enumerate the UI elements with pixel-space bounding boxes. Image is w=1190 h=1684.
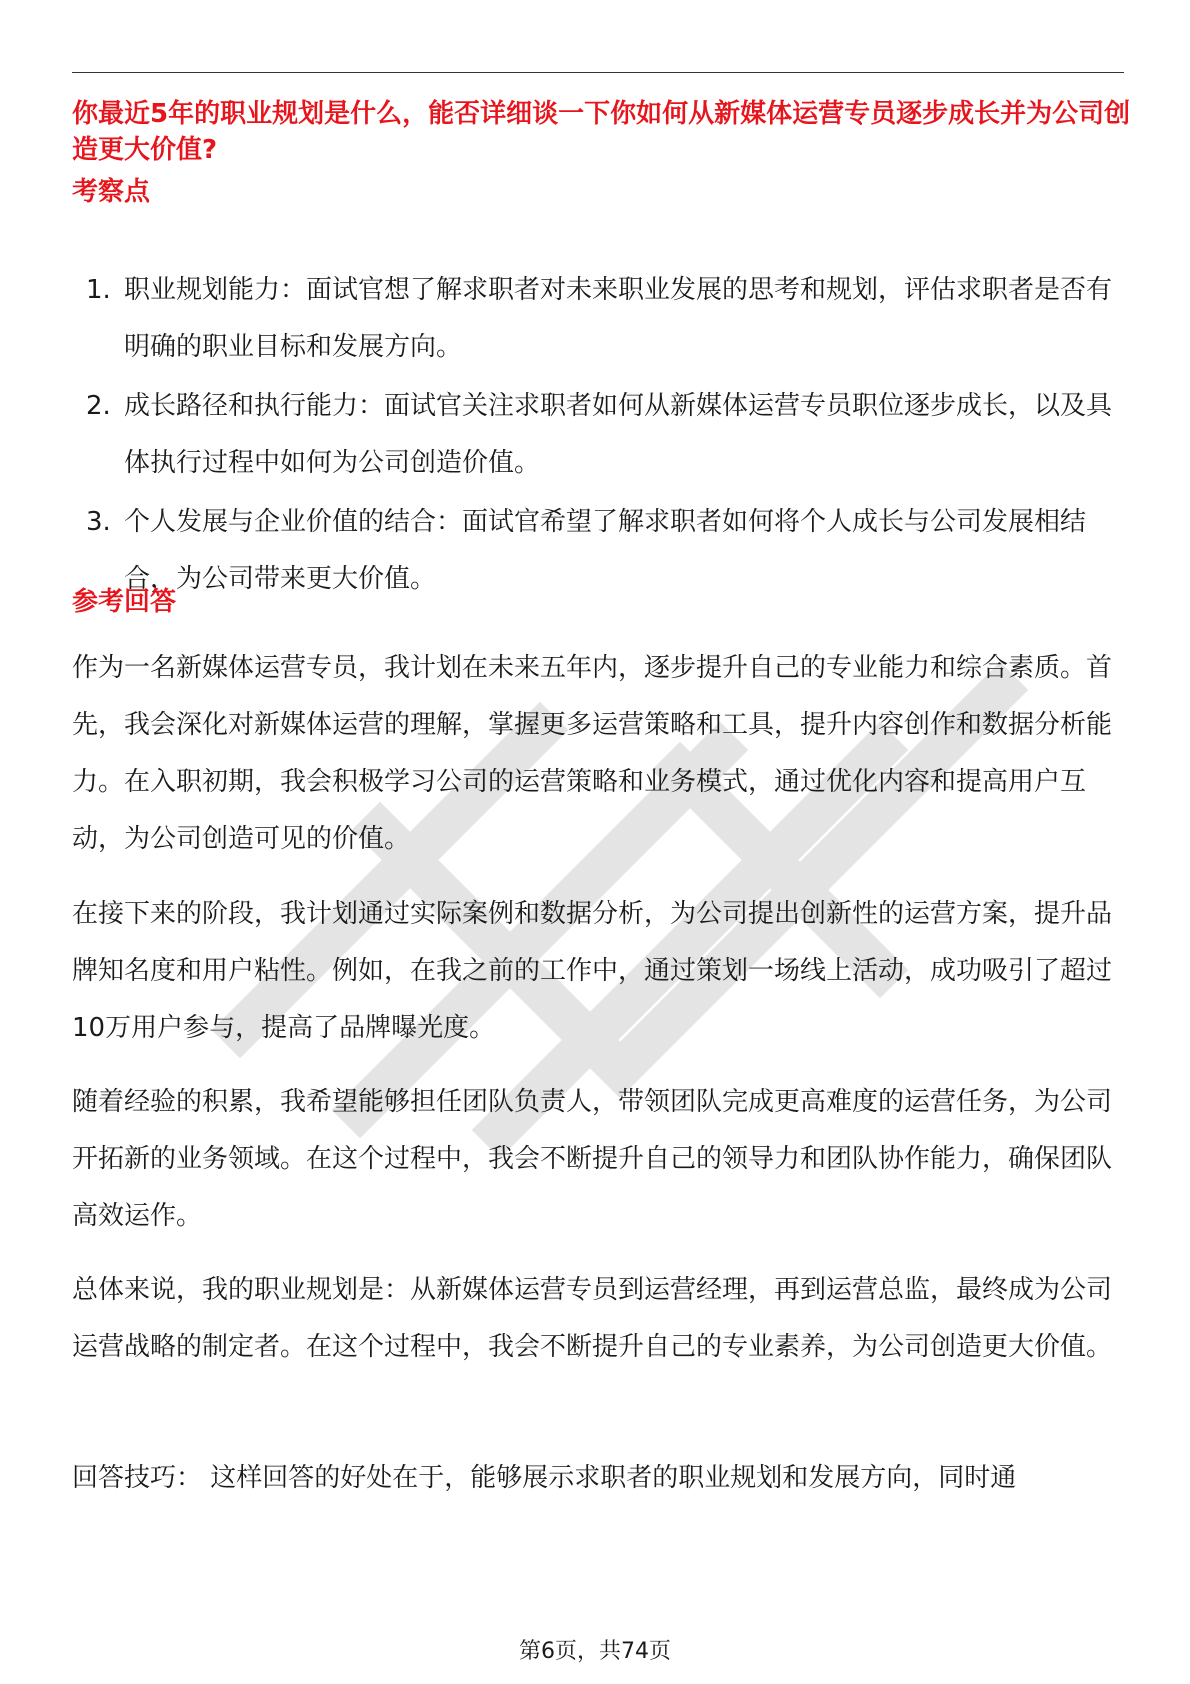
list-item xyxy=(72,494,1132,608)
answer-paragraph: 作为一名新媒体运营专员，我计划在未来五年内，逐步提升自己的专业能力和综合素质。首先，我会深化对新媒体运营的理解，掌握更多运营策略和工具，提升内容创作和数据分析能力。在入职初期，我会积极学习公司的运营策略和业务模式，通过优化内容和提高用户互动，为公司创造可见的价值。 xyxy=(72,653,1113,854)
list-item-text: 职业规划能力：面试官想了解求职者对未来职业发展的思考和规划，评估求职者是否有明确的职业目标和发展方向。 xyxy=(124,275,1113,362)
list-item-text: 成长路径和执行能力：面试官关注求职者如何从新媒体运营专员职位逐步成长，以及具体执行过程中如何为公司创造价值。 xyxy=(124,391,1113,478)
examination-heading: 考察点 xyxy=(72,177,151,207)
examination-points-list xyxy=(72,262,1132,610)
answer-tip: 回答技巧： 这样回答的好处在于，能够展示求职者的职业规划和发展方向，同时通 xyxy=(72,1463,1017,1493)
list-item xyxy=(72,378,1132,492)
list-item-number: 1. xyxy=(86,275,111,305)
list-item-number: 2. xyxy=(86,391,111,421)
answer-paragraph: 在接下来的阶段，我计划通过实际案例和数据分析，为公司提出创新性的运营方案，提升品牌知名度和用户粘性。例如，在我之前的工作中，通过策划一场线上活动，成功吸引了超过10万用户参与，提高了品牌曝光度。 xyxy=(72,899,1113,1043)
list-item xyxy=(72,262,1132,376)
top-divider xyxy=(72,72,1124,73)
answer-paragraph: 随着经验的积累，我希望能够担任团队负责人，带领团队完成更高难度的运营任务，为公司开拓新的业务领域。在这个过程中，我会不断提升自己的领导力和团队协作能力，确保团队高效运作。 xyxy=(72,1087,1113,1231)
page-number: 第6页，共74页 xyxy=(519,1639,671,1664)
list-item-number: 3. xyxy=(86,507,111,537)
answer-paragraph: 总体来说，我的职业规划是：从新媒体运营专员到运营经理，再到运营总监，最终成为公司运营战略的制定者。在这个过程中，我会不断提升自己的专业素养，为公司创造更大价值。 xyxy=(72,1275,1113,1362)
answer-heading: 参考回答 xyxy=(72,587,177,617)
question-title: 你最近5年的职业规划是什么，能否详细谈一下你如何从新媒体运营专员逐步成长并为公司创造更大价值? xyxy=(72,99,1131,165)
list-item-text: 个人发展与企业价值的结合：面试官希望了解求职者如何将个人成长与公司发展相结合，为公司带来更大价值。 xyxy=(124,507,1087,594)
